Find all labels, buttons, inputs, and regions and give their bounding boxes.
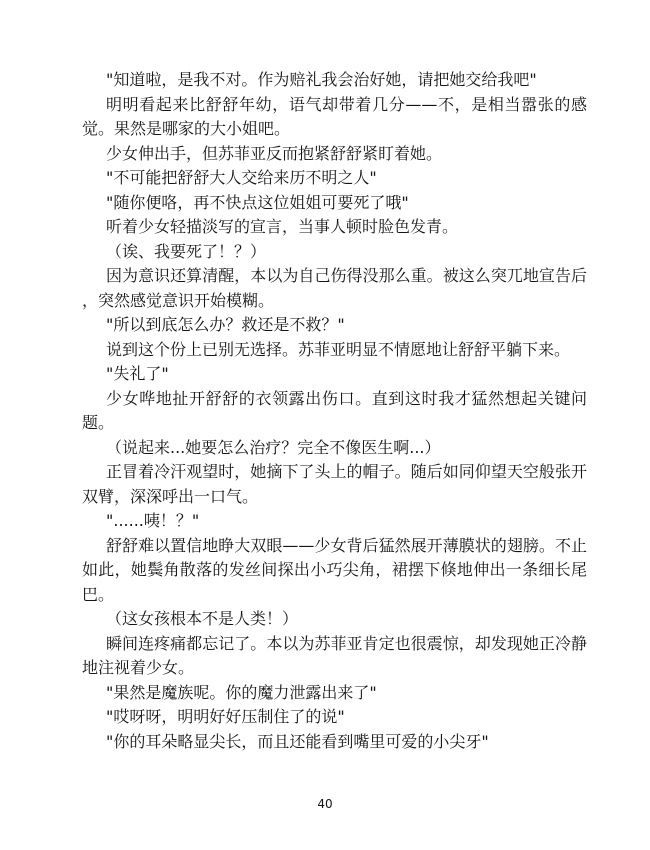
text-line: 地注视着少女。 — [82, 658, 195, 677]
paragraph — [82, 313, 587, 338]
text-line: 舒舒难以置信地睁大双眼——少女背后猛然展开薄膜状的翅膀。不止 — [106, 535, 587, 555]
paragraph — [82, 460, 587, 509]
paragraph — [82, 436, 587, 461]
text-line: 双臂，深深呼出一口气。 — [82, 486, 259, 506]
text-line: 少女伸出手，但苏菲亚反而抱紧舒舒紧盯着她。 — [106, 143, 443, 163]
text-line: 听着少女轻描淡写的宣言，当事人顿时脸色发青。 — [106, 217, 459, 236]
paragraph — [82, 632, 587, 681]
text-line: "随你便咯，再不快点这位姐姐可要死了哦" — [106, 192, 409, 212]
paragraph — [82, 264, 587, 313]
text-line: 瞬间连疼痛都忘记了。本以为苏菲亚肯定也很震惊，却发现她正冷静 — [106, 633, 587, 653]
paragraph — [82, 534, 587, 608]
paragraph — [82, 166, 587, 191]
paragraph — [82, 387, 587, 436]
paragraph — [82, 681, 587, 706]
text-line: "不可能把舒舒大人交给来历不明之人" — [106, 168, 377, 187]
text-line: 觉。果然是哪家的大小姐吧。 — [82, 119, 291, 138]
paragraph — [82, 68, 587, 93]
paragraph — [82, 215, 587, 240]
text-line: "所以到底怎么办？救还是不救？" — [106, 315, 345, 334]
page-number: 40 — [317, 797, 333, 811]
text-line: 巴。 — [82, 584, 115, 604]
text-line: "果然是魔族呢。你的魔力泄露出来了" — [106, 682, 377, 702]
text-line: 说到这个份上已别无选择。苏菲亚明显不情愿地让舒舒平躺下来。 — [106, 339, 571, 359]
text-line: "知道啦，是我不对。作为赔礼我会治好她，请把她交给我吧" — [106, 70, 537, 89]
text-line: "你的耳朵略显尖长，而且还能看到嘴里可爱的小尖牙" — [106, 731, 489, 751]
text-line: 正冒着冷汗观望时，她摘下了头上的帽子。随后如同仰望天空般张开 — [106, 462, 587, 481]
paragraph — [82, 607, 587, 632]
text-line: 明明看起来比舒舒年幼，语气却带着几分——不，是相当嚣张的感 — [106, 94, 587, 114]
text-line: "失礼了" — [106, 364, 169, 383]
text-line: 如此，她鬓角散落的发丝间探出小巧尖角，裙摆下倏地伸出一条细长尾 — [82, 560, 587, 579]
paragraph — [82, 338, 587, 363]
paragraph — [82, 142, 587, 167]
text-line: 题。 — [82, 413, 115, 432]
text-line: "哎呀呀，明明好好压制住了的说" — [106, 707, 345, 726]
paragraph — [82, 705, 587, 730]
text-line: 因为意识还算清醒，本以为自己伤得没那么重。被这么突兀地宣告后 — [106, 266, 587, 285]
text-line: "......咦！？" — [106, 511, 200, 530]
paragraph — [82, 93, 587, 142]
paragraph — [82, 509, 587, 534]
text-line: 少女哗地扯开舒舒的衣领露出伤口。直到这时我才猛然想起关键问 — [106, 388, 587, 408]
paragraph — [82, 191, 587, 216]
paragraph — [82, 362, 587, 387]
text-line: （这女孩根本不是人类！） — [106, 609, 299, 628]
text-line: ，突然感觉意识开始模糊。 — [82, 290, 275, 310]
text-line: （说起来...她要怎么治疗？完全不像医生啊...） — [106, 437, 441, 457]
body-text — [82, 68, 587, 754]
paragraph — [82, 730, 587, 755]
paragraph — [82, 240, 587, 265]
text-line: （诶、我要死了！？） — [106, 241, 267, 261]
